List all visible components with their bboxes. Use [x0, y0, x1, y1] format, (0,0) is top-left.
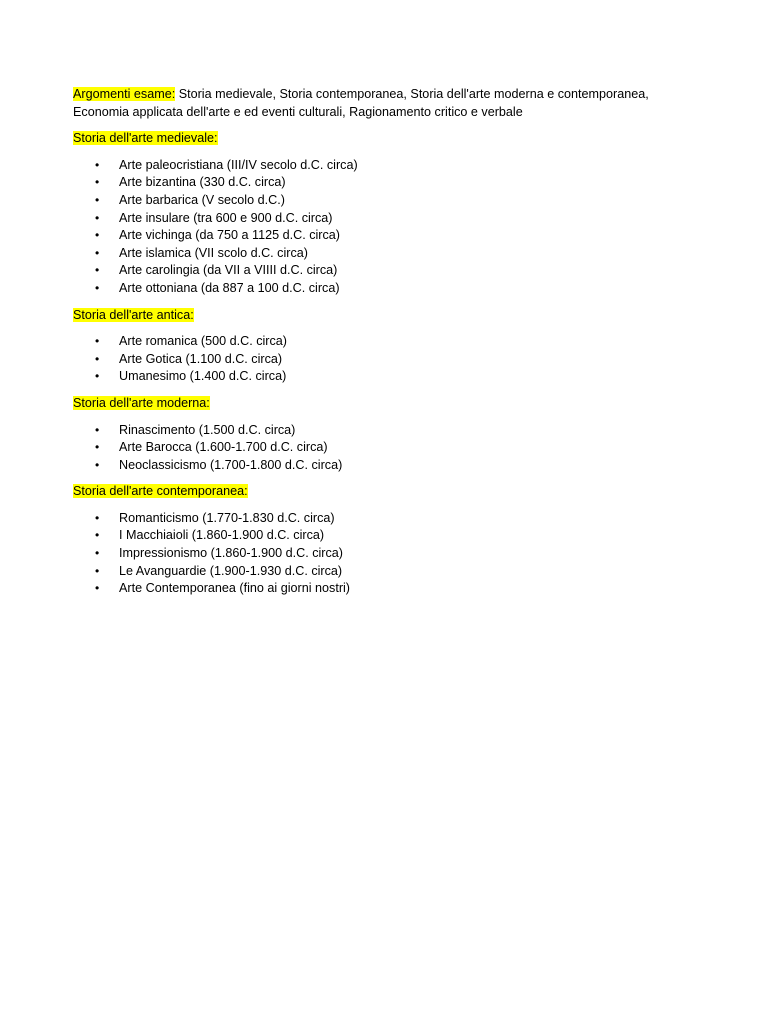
section-title — [73, 130, 693, 148]
list-item-text: Arte insulare (tra 600 e 900 d.C. circa) — [119, 210, 333, 225]
list-item-text: Romanticismo (1.770-1.830 d.C. circa) — [119, 510, 335, 525]
section-title-text: Storia dell'arte medievale: — [73, 131, 218, 146]
list-item-text: Neoclassicismo (1.700-1.800 d.C. circa) — [119, 457, 343, 472]
list-item — [73, 563, 693, 581]
list-item-text: Arte vichinga (da 750 a 1125 d.C. circa) — [119, 228, 340, 243]
list-item — [73, 157, 693, 175]
section-ancient — [73, 307, 693, 386]
intro-label: Argomenti esame: — [73, 87, 176, 101]
section-title-text: Storia dell'arte contemporanea: — [73, 484, 248, 499]
bullet-icon: • — [95, 157, 100, 172]
section-medieval — [73, 130, 693, 297]
bullet-icon: • — [95, 422, 100, 437]
list-item-text: Arte Gotica (1.100 d.C. circa) — [119, 351, 283, 366]
list-item-text: Arte Contemporanea (fino ai giorni nostri) — [119, 581, 350, 596]
bullet-icon: • — [95, 581, 100, 596]
section-title — [73, 483, 693, 501]
list-item — [73, 422, 693, 440]
list-item — [73, 245, 693, 263]
list-item — [73, 280, 693, 298]
list-item — [73, 457, 693, 475]
bullet-icon: • — [95, 369, 100, 384]
list-item — [73, 333, 693, 351]
list-item — [73, 174, 693, 192]
list-item — [73, 439, 693, 457]
section-title — [73, 395, 693, 413]
list-item — [73, 368, 693, 386]
list-item — [73, 192, 693, 210]
list-item-text: Arte romanica (500 d.C. circa) — [119, 334, 287, 349]
bullet-icon: • — [95, 334, 100, 349]
list-item-text: Arte ottoniana (da 887 a 100 d.C. circa) — [119, 280, 340, 295]
document-body — [73, 86, 693, 607]
bullet-icon: • — [95, 192, 100, 207]
bullet-icon: • — [95, 228, 100, 243]
bullet-icon: • — [95, 457, 100, 472]
bullet-icon: • — [95, 245, 100, 260]
section-modern — [73, 395, 693, 474]
intro-text: Storia medievale, Storia contemporanea, Storia dell'arte moderna e contemporanea, Economia applicata dell'arte e ed eventi culturali, Ragionamento critico e verbale — [73, 87, 649, 119]
list-item — [73, 227, 693, 245]
bullet-list — [73, 157, 693, 298]
intro-paragraph — [73, 86, 693, 121]
bullet-icon: • — [95, 280, 100, 295]
list-item-text: Umanesimo (1.400 d.C. circa) — [119, 369, 287, 384]
bullet-icon: • — [95, 440, 100, 455]
bullet-icon: • — [95, 351, 100, 366]
list-item — [73, 262, 693, 280]
list-item — [73, 210, 693, 228]
list-item-text: Arte islamica (VII scolo d.C. circa) — [119, 245, 308, 260]
bullet-list — [73, 422, 693, 475]
bullet-icon: • — [95, 210, 100, 225]
bullet-list — [73, 510, 693, 598]
list-item-text: Le Avanguardie (1.900-1.930 d.C. circa) — [119, 563, 343, 578]
list-item-text: I Macchiaioli (1.860-1.900 d.C. circa) — [119, 528, 325, 543]
list-item — [73, 580, 693, 598]
bullet-icon: • — [95, 563, 100, 578]
section-title-text: Storia dell'arte antica: — [73, 307, 194, 322]
list-item — [73, 351, 693, 369]
list-item-text: Arte paleocristiana (III/IV secolo d.C. circa) — [119, 157, 358, 172]
bullet-icon: • — [95, 510, 100, 525]
list-item — [73, 527, 693, 545]
bullet-icon: • — [95, 175, 100, 190]
list-item-text: Rinascimento (1.500 d.C. circa) — [119, 422, 296, 437]
list-item-text: Arte carolingia (da VII a VIIII d.C. circa) — [119, 263, 338, 278]
list-item-text: Arte bizantina (330 d.C. circa) — [119, 175, 286, 190]
bullet-icon: • — [95, 546, 100, 561]
list-item-text: Arte barbarica (V secolo d.C.) — [119, 192, 285, 207]
list-item — [73, 510, 693, 528]
list-item-text: Arte Barocca (1.600-1.700 d.C. circa) — [119, 440, 328, 455]
section-title-text: Storia dell'arte moderna: — [73, 395, 210, 410]
bullet-icon: • — [95, 263, 100, 278]
bullet-list — [73, 333, 693, 386]
section-title — [73, 307, 693, 325]
list-item-text: Impressionismo (1.860-1.900 d.C. circa) — [119, 546, 343, 561]
section-contemporary — [73, 483, 693, 598]
list-item — [73, 545, 693, 563]
bullet-icon: • — [95, 528, 100, 543]
